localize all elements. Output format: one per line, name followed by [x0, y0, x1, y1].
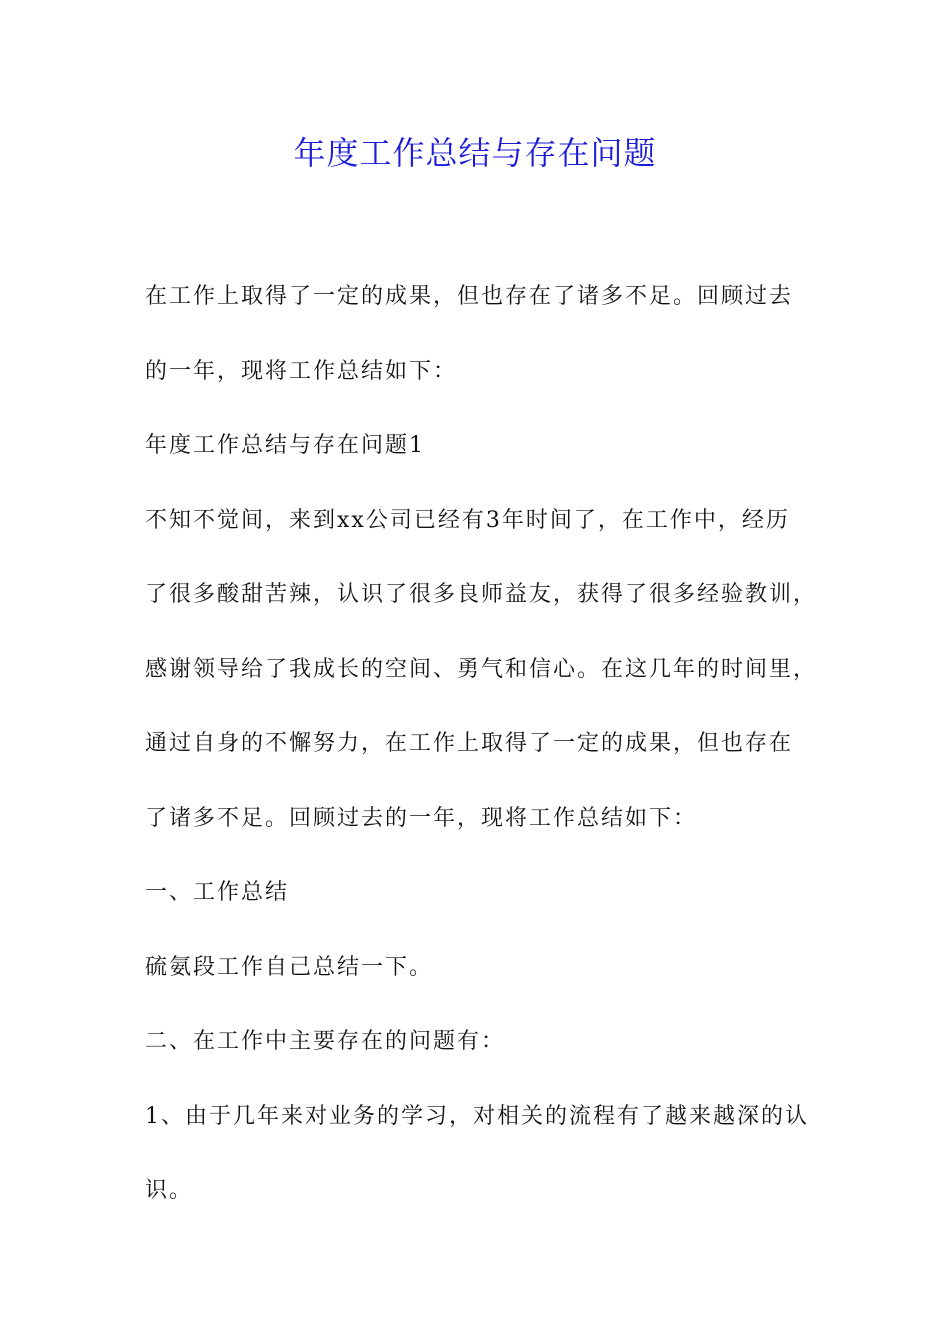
document-title: 年度工作总结与存在问题 — [293, 134, 657, 172]
list-item-1: 1、由于几年来对业务的学习，对相关的流程有了越来越深的认 — [145, 1103, 809, 1129]
body-line-7: 通过自身的不懈努力，在工作上取得了一定的成果，但也存在 — [145, 731, 794, 756]
body-line-1: 在工作上取得了一定的成果，但也存在了诸多不足。回顾过去 — [145, 284, 794, 309]
document-body — [145, 260, 835, 1229]
body-line-2: 的一年，现将工作总结如下： — [145, 358, 458, 384]
list-item-1-continued: 识。 — [145, 1178, 194, 1203]
subheading-work-summary: 一、工作总结 — [145, 880, 290, 905]
section-heading-1: 年度工作总结与存在问题1 — [145, 433, 425, 458]
body-line-6: 感谢领导给了我成长的空间、勇气和信心。在这几年的时间里， — [145, 656, 818, 682]
body-line-10: 硫氨段工作自己总结一下。 — [145, 954, 434, 980]
body-line-8: 了诸多不足。回顾过去的一年，现将工作总结如下： — [145, 805, 698, 831]
subheading-problems: 二、在工作中主要存在的问题有： — [145, 1029, 506, 1054]
body-line-4: 不知不觉间，来到xx公司已经有3年时间了，在工作中，经历 — [145, 507, 790, 533]
body-line-5: 了很多酸甜苦辣，认识了很多良师益友，获得了很多经验教训， — [145, 582, 818, 607]
